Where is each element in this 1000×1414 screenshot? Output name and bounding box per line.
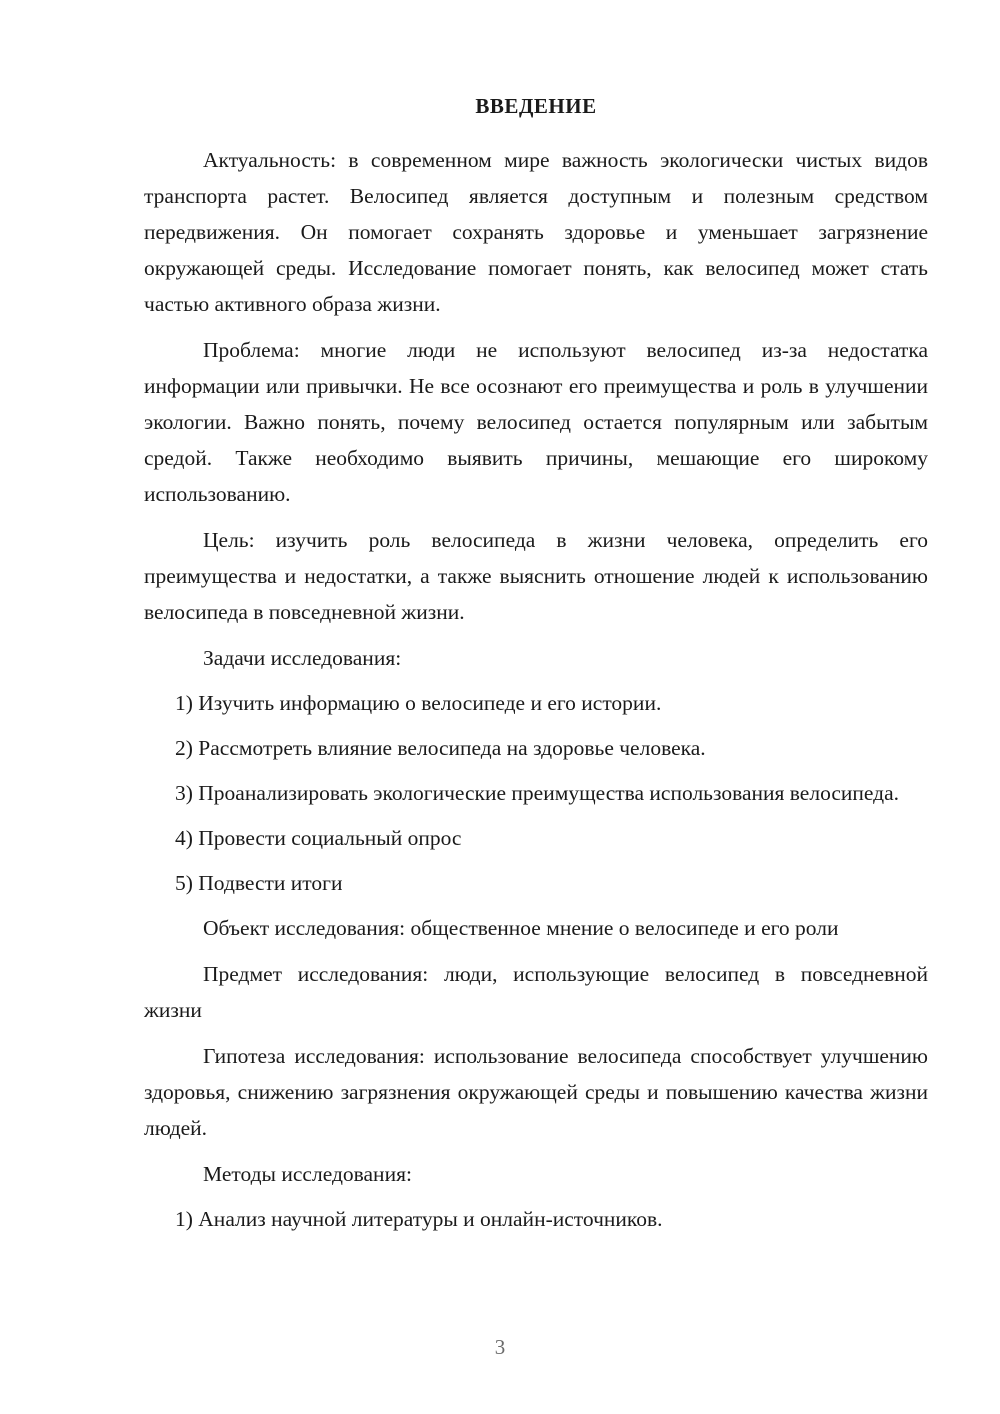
task-item-4: 4) Провести социальный опрос: [175, 826, 462, 850]
page-content: [144, 92, 928, 1237]
task-item-2: 2) Рассмотреть влияние велосипеда на здоровье человека.: [175, 736, 706, 760]
paragraph-object: Объект исследования: общественное мнение о велосипеде и его роли: [203, 916, 839, 940]
methods-heading: Методы исследования:: [203, 1162, 412, 1186]
section-title: ВВЕДЕНИЕ: [475, 94, 597, 118]
page-number: 3: [494, 1335, 506, 1359]
task-item-1: 1) Изучить информацию о велосипеде и его истории.: [175, 691, 662, 715]
paragraph-problem: Проблема: многие люди не используют велосипед из-за недостатка информации или привычки. Не все осознают его преимущества и роль в улучшении экологии. Важно понять, почему велосипед остается популярным или забытым средой. Также необходимо выявить причины, мешающие его широкому использованию.: [144, 338, 928, 506]
method-item-1: 1) Анализ научной литературы и онлайн-источников.: [175, 1207, 663, 1231]
paragraph-hypothesis: Гипотеза исследования: использование велосипеда способствует улучшению здоровья, снижению загрязнения окружающей среды и повышению качества жизни людей.: [144, 1044, 928, 1140]
paragraph-goal: Цель: изучить роль велосипеда в жизни человека, определить его преимущества и недостатки, а также выяснить отношение людей к использованию велосипеда в повседневной жизни.: [144, 528, 928, 624]
paragraph-subject: Предмет исследования: люди, использующие велосипед в повседневной жизни: [144, 962, 928, 1022]
task-item-5: 5) Подвести итоги: [175, 871, 343, 895]
paragraph-relevance: Актуальность: в современном мире важность экологически чистых видов транспорта растет. Велосипед является доступным и полезным средством передвижения. Он помогает сохранять здоровье и уменьшает загрязнение окружающей среды. Исследование помогает понять, как велосипед может стать частью активного образа жизни.: [144, 148, 928, 316]
task-item-3: 3) Проанализировать экологические преимущества использования велосипеда.: [175, 781, 900, 805]
tasks-heading: Задачи исследования:: [203, 646, 402, 670]
